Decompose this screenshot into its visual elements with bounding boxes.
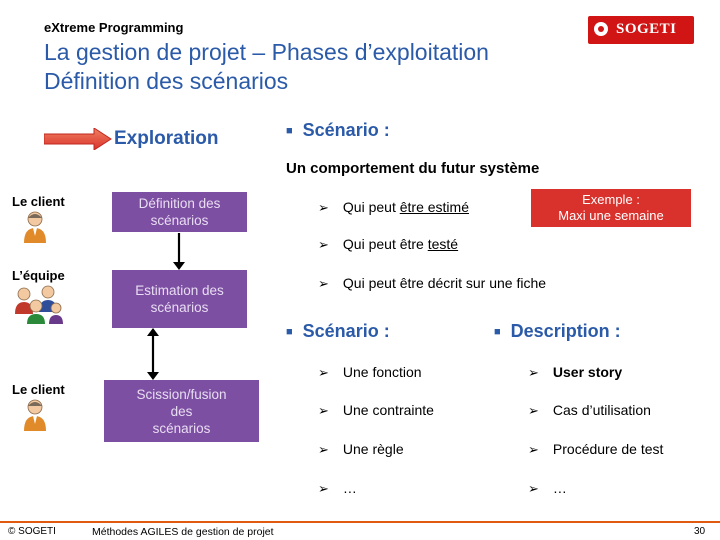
chevron-right-icon: ➢ <box>318 200 329 215</box>
criterion-testable: ➢ Qui peut être testé <box>318 236 459 252</box>
chevron-right-icon: ➢ <box>528 481 539 496</box>
logo-text: SOGETI <box>616 21 677 37</box>
scenario-definition: Un comportement du futur système <box>286 160 540 177</box>
square-bullet-icon: ■ <box>286 125 293 137</box>
scenario-type-item: ➢ … <box>318 480 357 496</box>
chevron-right-icon: ➢ <box>528 442 539 457</box>
chevron-right-icon: ➢ <box>318 442 329 457</box>
scenario-types-heading: ■ Scénario : <box>286 321 390 341</box>
description-heading: ■ Description : <box>494 321 621 341</box>
actor-label: Le client <box>12 194 65 209</box>
copyright: © SOGETI <box>8 526 56 537</box>
scenario-type-item: ➢ Une fonction <box>318 364 422 380</box>
step-box-split-merge: Scission/fusion des scénarios <box>104 380 259 442</box>
square-bullet-icon: ■ <box>286 326 293 338</box>
criterion-describable: ➢ Qui peut être décrit sur une fiche <box>318 275 547 291</box>
chevron-right-icon: ➢ <box>318 365 329 380</box>
course-label: eXtreme Programming <box>44 20 184 35</box>
title-line-1: La gestion de projet – Phases d’exploitation <box>44 39 489 65</box>
title-line-2: Définition des scénarios <box>44 68 289 94</box>
chevron-right-icon: ➢ <box>528 403 539 418</box>
chevron-right-icon: ➢ <box>318 237 329 252</box>
description-item: ➢ … <box>528 480 567 496</box>
chevron-right-icon: ➢ <box>318 481 329 496</box>
description-item: ➢ Cas d’utilisation <box>528 402 651 418</box>
chevron-right-icon: ➢ <box>528 365 539 380</box>
scenario-type-item: ➢ Une règle <box>318 441 404 457</box>
phase-label: Exploration <box>114 128 219 149</box>
actor-label: Le client <box>12 382 65 397</box>
square-bullet-icon: ■ <box>494 326 501 338</box>
description-item: ➢ Procédure de test <box>528 441 664 457</box>
footer-title: Méthodes AGILES de gestion de projet <box>92 526 274 538</box>
description-item: ➢ User story <box>528 364 623 380</box>
step-box-estimation: Estimation des scénarios <box>112 270 247 328</box>
scenario-type-item: ➢ Une contrainte <box>318 402 434 418</box>
step-box-definition: Définition des scénarios <box>112 192 247 232</box>
criterion-estimable: ➢ Qui peut être estimé <box>318 199 469 215</box>
scenario-heading: ■ Scénario : <box>286 120 390 140</box>
page-number: 30 <box>694 526 706 537</box>
footer-divider <box>0 521 720 523</box>
chevron-right-icon: ➢ <box>318 403 329 418</box>
example-callout: Exemple : Maxi une semaine <box>531 189 691 227</box>
chevron-right-icon: ➢ <box>318 276 329 291</box>
actor-label: L’équipe <box>12 268 65 283</box>
